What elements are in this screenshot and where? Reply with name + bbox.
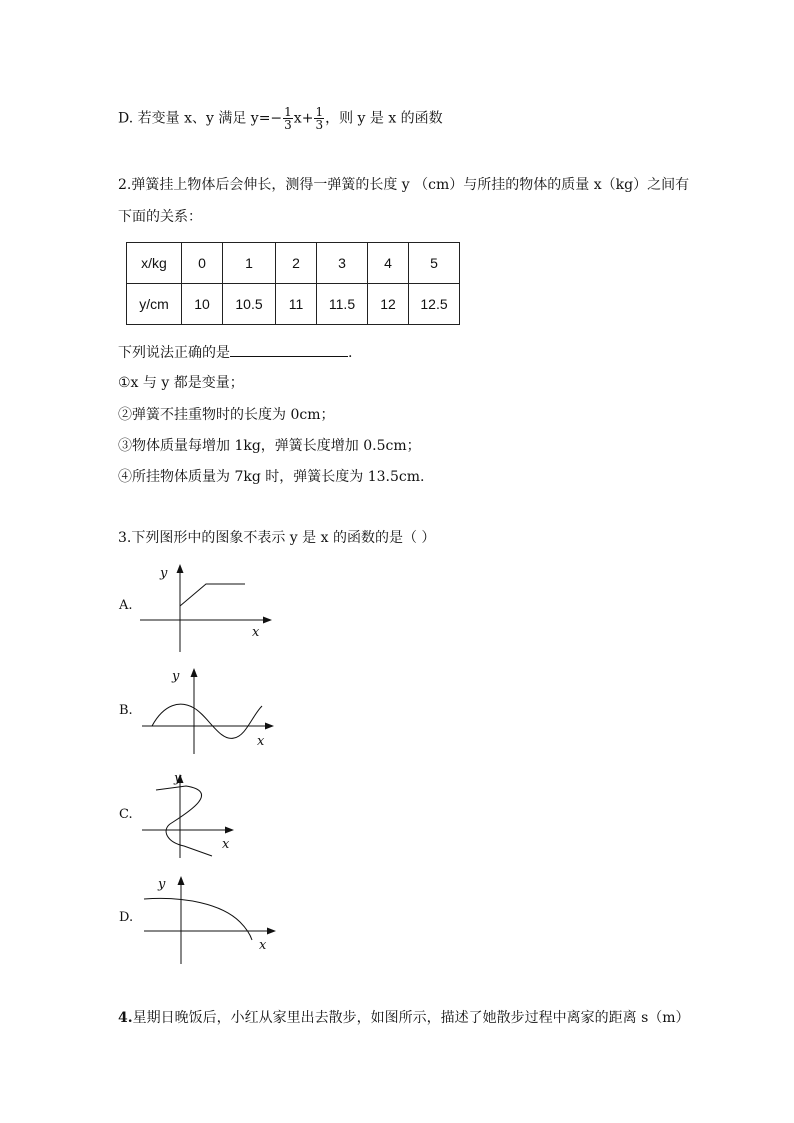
q1-option-d-prefix: D. 若变量 x、y 满足 y=− — [118, 110, 283, 127]
table-cell: 12 — [368, 284, 409, 325]
q3-graph-b — [142, 664, 282, 756]
x-axis-arrow-icon — [225, 827, 234, 834]
q3-graph-a — [140, 562, 280, 654]
q2-statement-1: ①x 与 y 都是变量； — [118, 375, 244, 391]
q2-statement-2: ②弹簧不挂重物时的长度为 0cm； — [118, 407, 335, 423]
q2-prompt — [118, 342, 352, 363]
table-cell: 12.5 — [409, 284, 460, 325]
q4-stem-text: 星期日晚饭后，小红从家里出去散步，如图所示，描述了她散步过程中离家的距离 s（m） — [132, 1010, 690, 1026]
q4-number: 4. — [118, 1010, 133, 1026]
q2-prompt-end: . — [348, 345, 353, 361]
table-cell: 3 — [317, 243, 368, 284]
x-axis-label: x — [259, 938, 267, 953]
q2-stem-line1: 2.弹簧挂上物体后会伸长，测得一弹簧的长度 y （cm）与所挂的物体的质量 x（kg）之间有 — [118, 177, 690, 193]
q3-option-b-label: B. — [119, 703, 133, 718]
table-cell: 4 — [368, 243, 409, 284]
q3-graph-c — [142, 768, 252, 860]
spring-data-table — [126, 242, 460, 325]
x-axis-label: x — [257, 734, 265, 749]
q2-statement-4: ④所挂物体质量为 7kg 时，弹簧长度为 13.5cm. — [118, 469, 425, 485]
x-axis-arrow-icon — [267, 928, 276, 935]
y-axis-arrow-icon — [178, 876, 185, 885]
q1-option-d-middle: x+ — [293, 110, 314, 127]
q3-graph-d — [144, 872, 284, 967]
x-axis-arrow-icon — [263, 617, 272, 624]
table-cell: 10.5 — [223, 284, 276, 325]
y-axis-label: y — [172, 669, 180, 684]
fraction-one-third-b: $\frac{1}{3}$ — [315, 105, 324, 132]
q1-option-d — [118, 106, 443, 131]
q3-option-a-label: A. — [119, 598, 133, 613]
q3-option-d-label: D. — [119, 910, 134, 925]
table-cell: 0 — [182, 243, 223, 284]
table-cell: 2 — [276, 243, 317, 284]
graph-curve — [152, 704, 262, 738]
q3-option-c-label: C. — [119, 807, 133, 822]
table-cell: 1 — [223, 243, 276, 284]
q2-stem-line2: 下面的关系： — [118, 209, 202, 225]
x-axis-arrow-icon — [265, 723, 274, 730]
table-cell: 5 — [409, 243, 460, 284]
table-cell: 10 — [182, 284, 223, 325]
q1-option-d-suffix: ，则 y 是 x 的函数 — [325, 110, 443, 127]
table-row — [127, 243, 460, 284]
table-cell: x/kg — [127, 243, 182, 284]
y-axis-arrow-icon — [191, 668, 198, 677]
table-cell: 11 — [276, 284, 317, 325]
answer-blank[interactable] — [230, 342, 348, 357]
table-cell: y/cm — [127, 284, 182, 325]
q2-statement-3: ③物体质量每增加 1kg，弹簧长度增加 0.5cm； — [118, 438, 421, 454]
x-axis-label: x — [222, 837, 230, 852]
graph-curve — [144, 898, 252, 940]
graph-curve — [156, 786, 212, 856]
y-axis-label: y — [174, 771, 182, 786]
y-axis-label: y — [160, 566, 168, 581]
q2-prompt-text: 下列说法正确的是 — [118, 345, 230, 361]
table-row — [127, 284, 460, 325]
y-axis-arrow-icon — [177, 564, 184, 573]
q4-stem — [118, 1008, 690, 1028]
table-cell: 11.5 — [317, 284, 368, 325]
graph-curve — [180, 584, 245, 606]
q3-stem: 3.下列图形中的图象不表示 y 是 x 的函数的是（ ） — [118, 530, 436, 546]
y-axis-label: y — [158, 877, 166, 892]
fraction-one-third-a: $\frac{1}{3}$ — [284, 105, 292, 132]
x-axis-label: x — [252, 625, 260, 640]
